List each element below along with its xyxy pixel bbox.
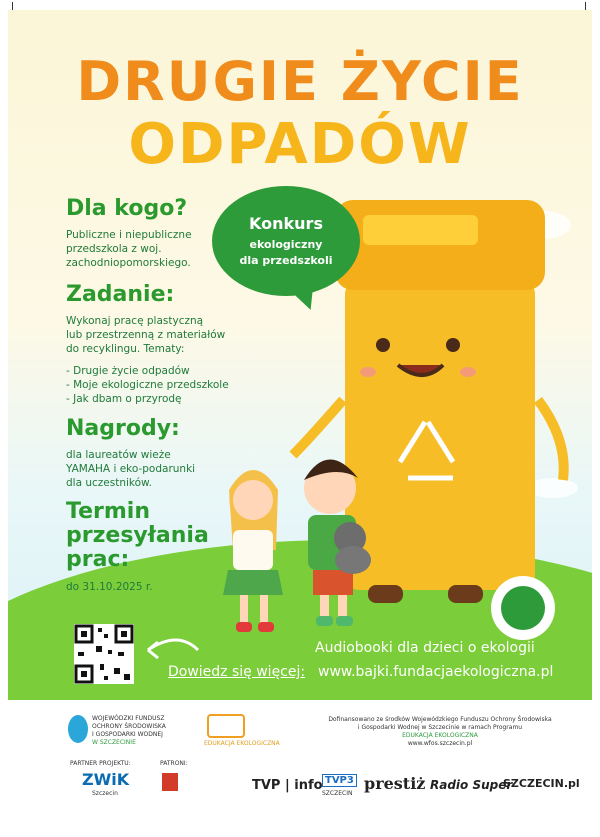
bubble-line3: dla przedszkoli (239, 254, 333, 267)
task-line: do recyklingu. Tematy: (66, 343, 185, 355)
prizes-line: dla laureatów wieże (66, 449, 171, 461)
topic-item: - Jak dbam o przyrodę (66, 393, 182, 405)
title-line1: DRUGIE ŻYCIE (76, 50, 524, 113)
who-line: Publiczne i niepubliczne (66, 229, 192, 241)
deadline-heading-line: Termin (66, 499, 150, 524)
task-line: lub przestrzenną z materiałów (66, 329, 226, 341)
graduation-cap-icon (207, 714, 245, 738)
prizes-line: YAMAHA i eko-podarunki (66, 463, 196, 475)
funding-note: i Gospodarki Wodnej w Szczecinie w ramach Programu (357, 724, 523, 731)
qr-code-icon (74, 624, 134, 684)
deadline-heading-line: przesyłania (66, 523, 209, 548)
wfos-name: W SZCZECINIE (92, 739, 136, 746)
contest-bubble (212, 186, 360, 296)
wfos-name: I GOSPODARKI WODNEJ (92, 731, 163, 738)
deadline-heading-line: prac: (66, 547, 130, 572)
wfos-name: WOJEWÓDZKI FUNDUSZ (92, 715, 165, 722)
qr-code[interactable] (74, 624, 134, 684)
wfos-logo-icon (68, 715, 88, 743)
patron-logo-sub: SZCZECIN (322, 790, 353, 797)
patron-logo: TVP3 (322, 774, 357, 787)
patrons-label: PATRONI: (160, 760, 188, 767)
topic-item: - Moje ekologiczne przedszkole (66, 379, 229, 391)
title-line2: ODPADÓW (128, 112, 472, 177)
who-line: zachodniopomorskiego. (66, 257, 191, 269)
prizes-line: dla uczestników. (66, 477, 153, 489)
partner-logo: ZWiK (82, 770, 130, 789)
bubble-line1: Konkurs (249, 214, 323, 233)
patron-logo: Radio Super (430, 778, 513, 792)
topic-item: - Drugie życie odpadów (66, 365, 190, 377)
deadline-date: do 31.10.2025 r. (66, 581, 153, 593)
funding-note: EDUKACJA EKOLOGICZNA (402, 732, 478, 739)
edu-label: EDUKACJA EKOLOGICZNA (204, 740, 280, 747)
who-line: przedszkola z woj. (66, 243, 162, 255)
audiobooks-text: Audiobooki dla dzieci o ekologii (315, 640, 535, 656)
task-line: Wykonaj pracę plastyczną (66, 315, 204, 327)
partner-label: PARTNER PROJEKTU: (70, 760, 131, 767)
bubble-line2: ekologiczny (249, 238, 323, 251)
website-link[interactable]: www.bajki.fundacjaekologiczna.pl (318, 664, 554, 680)
wfos-name: OCHRONY ŚRODOWISKA (92, 723, 166, 730)
patron-logo: prestiż (364, 774, 426, 793)
who-heading: Dla kogo? (66, 196, 188, 221)
funding-url[interactable]: www.wfos.szczecin.pl (407, 740, 473, 747)
prizes-heading: Nagrody: (66, 416, 180, 441)
patron-logo: TVP | info (252, 778, 323, 793)
coat-of-arms-icon (162, 773, 178, 791)
patron-logo: SZCZECIN.pl (503, 777, 580, 790)
learn-more-label: Dowiedz się więcej: (168, 664, 306, 680)
partner-sub: Szczecin (92, 790, 118, 797)
funding-note: Dofinansowano ze środków Wojewódzkiego Funduszu Ochrony Środowiska (328, 716, 552, 723)
task-heading: Zadanie: (66, 282, 175, 307)
